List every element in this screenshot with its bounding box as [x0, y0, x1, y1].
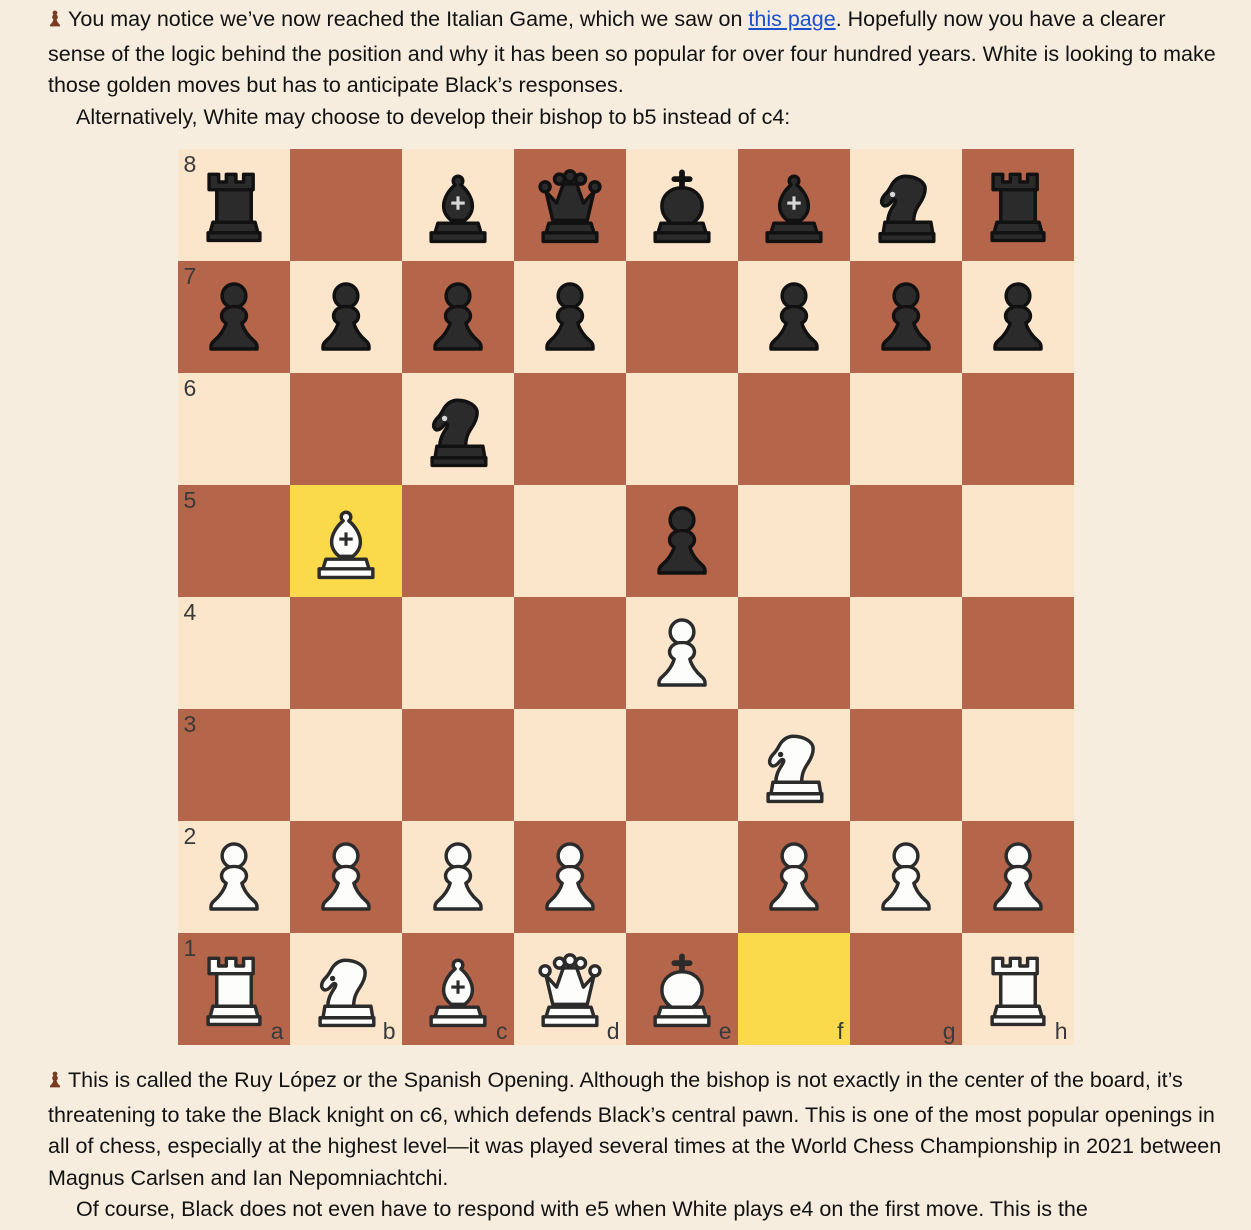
rank-label-1: 1	[183, 935, 197, 961]
black-king-e8[interactable]	[636, 159, 728, 251]
white-knight-f3[interactable]	[748, 719, 840, 811]
board-square-a3[interactable]	[178, 709, 290, 821]
board-square-g8[interactable]	[850, 149, 962, 261]
board-square-h3[interactable]	[962, 709, 1074, 821]
black-rook-h8[interactable]	[972, 159, 1064, 251]
paragraph-ruy-lopez	[0, 1065, 1251, 1194]
black-queen-d8[interactable]	[524, 159, 616, 251]
board-square-e6[interactable]	[626, 373, 738, 485]
board-square-e5[interactable]	[626, 485, 738, 597]
board-square-b1[interactable]	[290, 933, 402, 1045]
black-pawn-b7[interactable]	[300, 271, 392, 363]
file-label-d: d	[606, 1018, 620, 1044]
board-square-c2[interactable]	[402, 821, 514, 933]
white-pawn-h2[interactable]	[972, 831, 1064, 923]
board-square-e8[interactable]	[626, 149, 738, 261]
file-label-f: f	[837, 1018, 844, 1044]
board-square-c8[interactable]	[402, 149, 514, 261]
board-square-a6[interactable]	[178, 373, 290, 485]
board-square-h6[interactable]	[962, 373, 1074, 485]
white-pawn-b2[interactable]	[300, 831, 392, 923]
paragraph-black-response: Of course, Black does not even have to respond with e5 when White plays e4 on the first move. This is the	[76, 1197, 1088, 1221]
board-square-d2[interactable]	[514, 821, 626, 933]
board-square-f2[interactable]	[738, 821, 850, 933]
rank-label-4: 4	[183, 599, 197, 625]
black-pawn-g7[interactable]	[860, 271, 952, 363]
board-square-g3[interactable]	[850, 709, 962, 821]
rank-label-6: 6	[183, 375, 197, 401]
white-rook-a1[interactable]	[188, 943, 280, 1035]
chess-board[interactable]	[178, 149, 1074, 1045]
white-king-e1[interactable]	[636, 943, 728, 1035]
board-square-f8[interactable]	[738, 149, 850, 261]
board-square-c6[interactable]	[402, 373, 514, 485]
white-rook-h1[interactable]	[972, 943, 1064, 1035]
board-square-f5[interactable]	[738, 485, 850, 597]
board-square-g6[interactable]	[850, 373, 962, 485]
this-page-link[interactable]: this page	[748, 7, 836, 31]
paragraph-alternative-bishop: Alternatively, White may choose to develop their bishop to b5 instead of c4:	[76, 104, 791, 129]
board-square-d4[interactable]	[514, 597, 626, 709]
paragraph-italian-game	[0, 0, 1251, 102]
board-square-c5[interactable]	[402, 485, 514, 597]
file-label-e: e	[718, 1018, 732, 1044]
file-label-g: g	[942, 1018, 956, 1044]
chess-diagram	[0, 149, 1251, 1045]
black-pawn-a7[interactable]	[188, 271, 280, 363]
board-square-a7[interactable]	[178, 261, 290, 373]
board-square-h4[interactable]	[962, 597, 1074, 709]
board-square-e2[interactable]	[626, 821, 738, 933]
black-bishop-f8[interactable]	[748, 159, 840, 251]
black-bishop-c8[interactable]	[412, 159, 504, 251]
pawn-bullet-icon	[48, 7, 64, 39]
paragraph-1-text-after-link: . Hopefully now you have a clearer sense of the logic behind the position and why it has been so popular for over four hundred years. White is looking to make those golden moves but has to anticipate Black’s responses.	[48, 7, 1216, 97]
board-square-h8[interactable]	[962, 149, 1074, 261]
board-square-e4[interactable]	[626, 597, 738, 709]
paragraph-3-text: This is called the Ruy López or the Spanish Opening. Although the bishop is not exactly in the center of the board, it’s threatening to take the Black knight on c6, which defends Black’s central pawn. This is one of the most popular openings in all of chess, especially at the highest level—it was played several times at the World Chess Championship in 2021 between Magnus Carlsen and Ian Nepomniachtchi.	[48, 1068, 1222, 1190]
board-square-d3[interactable]	[514, 709, 626, 821]
black-rook-a8[interactable]	[188, 159, 280, 251]
file-label-h: h	[1054, 1018, 1068, 1044]
board-square-a4[interactable]	[178, 597, 290, 709]
board-square-d6[interactable]	[514, 373, 626, 485]
black-knight-c6[interactable]	[412, 383, 504, 475]
board-square-c4[interactable]	[402, 597, 514, 709]
board-square-d8[interactable]	[514, 149, 626, 261]
board-square-b7[interactable]	[290, 261, 402, 373]
board-square-g1[interactable]	[850, 933, 962, 1045]
board-square-b8[interactable]	[290, 149, 402, 261]
board-square-g7[interactable]	[850, 261, 962, 373]
board-square-c3[interactable]	[402, 709, 514, 821]
board-square-b5[interactable]	[290, 485, 402, 597]
black-knight-g8[interactable]	[860, 159, 952, 251]
board-square-a2[interactable]	[178, 821, 290, 933]
board-square-h1[interactable]	[962, 933, 1074, 1045]
white-pawn-g2[interactable]	[860, 831, 952, 923]
rank-label-2: 2	[183, 823, 197, 849]
board-square-e7[interactable]	[626, 261, 738, 373]
white-pawn-e4[interactable]	[636, 607, 728, 699]
board-square-d5[interactable]	[514, 485, 626, 597]
file-label-c: c	[496, 1018, 508, 1044]
white-knight-b1[interactable]	[300, 943, 392, 1035]
black-pawn-f7[interactable]	[748, 271, 840, 363]
white-pawn-c2[interactable]	[412, 831, 504, 923]
board-square-g2[interactable]	[850, 821, 962, 933]
board-square-b2[interactable]	[290, 821, 402, 933]
white-pawn-d2[interactable]	[524, 831, 616, 923]
board-square-c1[interactable]	[402, 933, 514, 1045]
black-pawn-h7[interactable]	[972, 271, 1064, 363]
white-bishop-c1[interactable]	[412, 943, 504, 1035]
white-queen-d1[interactable]	[524, 943, 616, 1035]
board-square-a5[interactable]	[178, 485, 290, 597]
board-square-h7[interactable]	[962, 261, 1074, 373]
black-pawn-d7[interactable]	[524, 271, 616, 363]
board-square-b6[interactable]	[290, 373, 402, 485]
rank-label-5: 5	[183, 487, 197, 513]
white-bishop-b5[interactable]	[300, 495, 392, 587]
board-square-d1[interactable]	[514, 933, 626, 1045]
board-square-e3[interactable]	[626, 709, 738, 821]
board-square-b3[interactable]	[290, 709, 402, 821]
white-pawn-f2[interactable]	[748, 831, 840, 923]
file-label-b: b	[382, 1018, 396, 1044]
board-square-f6[interactable]	[738, 373, 850, 485]
board-square-f7[interactable]	[738, 261, 850, 373]
pawn-bullet-icon-2	[48, 1068, 64, 1100]
board-square-f4[interactable]	[738, 597, 850, 709]
board-square-f3[interactable]	[738, 709, 850, 821]
board-square-b4[interactable]	[290, 597, 402, 709]
board-square-h2[interactable]	[962, 821, 1074, 933]
paragraph-1-text-before-link: You may notice we’ve now reached the Italian Game, which we saw on	[68, 7, 749, 31]
board-square-a8[interactable]	[178, 149, 290, 261]
board-square-g4[interactable]	[850, 597, 962, 709]
board-square-h5[interactable]	[962, 485, 1074, 597]
black-pawn-e5[interactable]	[636, 495, 728, 587]
rank-label-8: 8	[183, 151, 197, 177]
board-square-e1[interactable]	[626, 933, 738, 1045]
white-pawn-a2[interactable]	[188, 831, 280, 923]
board-square-c7[interactable]	[402, 261, 514, 373]
rank-label-7: 7	[183, 263, 197, 289]
rank-label-3: 3	[183, 711, 197, 737]
board-square-a1[interactable]	[178, 933, 290, 1045]
board-square-d7[interactable]	[514, 261, 626, 373]
file-label-a: a	[270, 1018, 284, 1044]
board-square-g5[interactable]	[850, 485, 962, 597]
black-pawn-c7[interactable]	[412, 271, 504, 363]
board-square-f1[interactable]	[738, 933, 850, 1045]
